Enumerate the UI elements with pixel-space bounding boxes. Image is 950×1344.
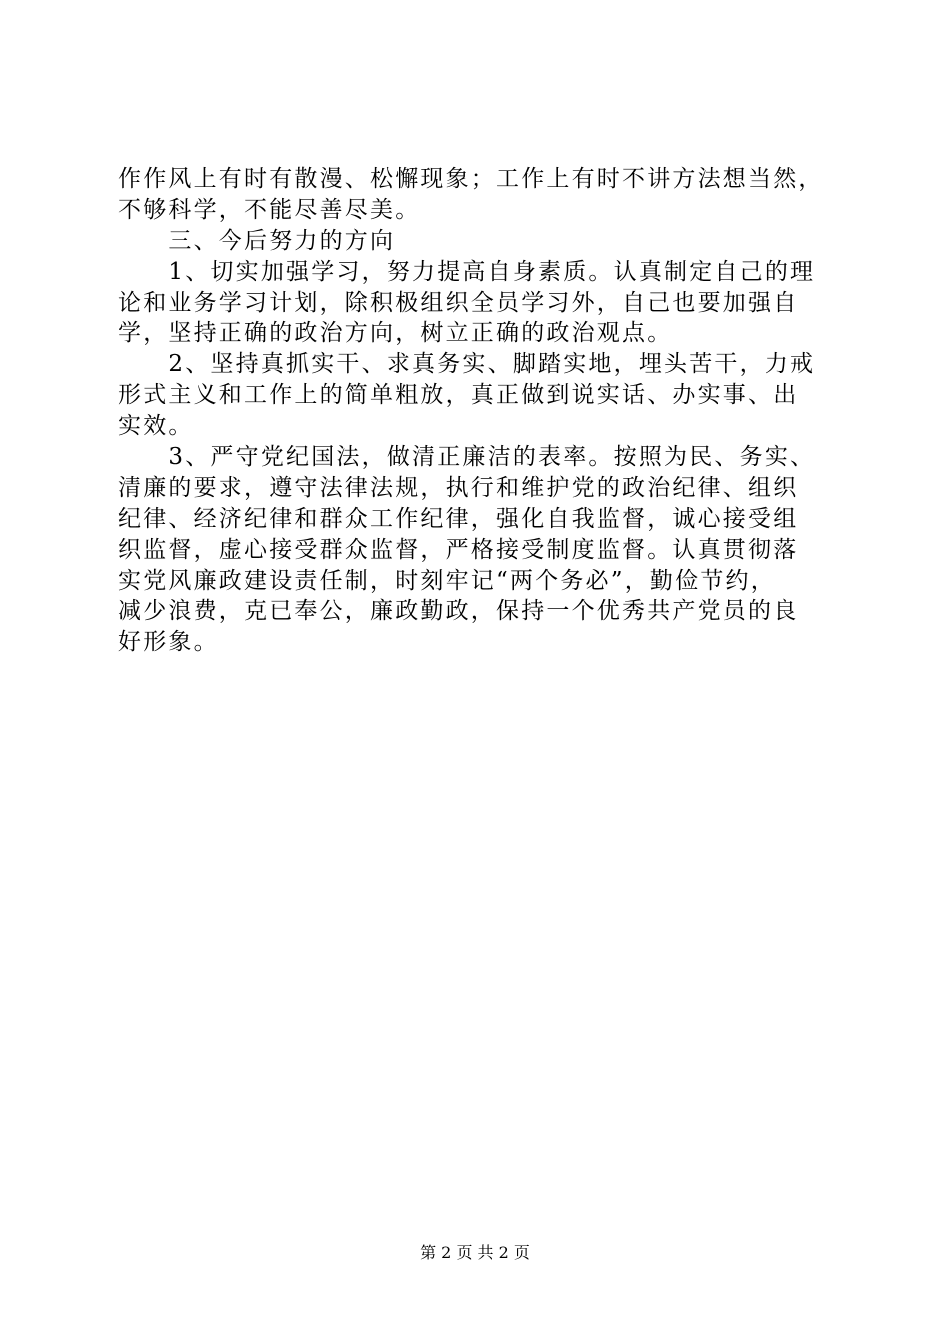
page-number-footer: 第 2 页 共 2 页 [420, 1243, 530, 1262]
text-line: 学，坚持正确的政治方向，树立正确的政治观点。 [118, 320, 673, 347]
section-heading: 三、今后努力的方向 [118, 227, 396, 254]
text-line: 不够科学，不能尽善尽美。 [118, 196, 421, 223]
document-body [118, 164, 838, 658]
text-line: 实党风廉政建设责任制，时刻牢记“两个务必”，勤俭节约， [118, 567, 776, 594]
text-line: 作作风上有时有散漫、松懈现象；工作上有时不讲方法想当然， [118, 166, 824, 192]
text-line: 2、坚持真抓实干、求真务实、脚踏实地，埋头苦干，力戒 [118, 351, 816, 378]
text-line: 1、切实加强学习，努力提高自身素质。认真制定自己的理 [118, 258, 816, 285]
text-line: 形式主义和工作上的简单粗放，真正做到说实话、办实事、出 [118, 382, 799, 409]
text-line: 减少浪费，克已奉公，廉政勤政，保持一个优秀共产党员的良 [118, 598, 799, 625]
text-line: 好形象。 [118, 629, 219, 656]
text-line: 实效。 [118, 413, 194, 440]
text-line: 论和业务学习计划，除积极组织全员学习外，自己也要加强自 [118, 289, 799, 316]
text-line: 3、严守党纪国法，做清正廉洁的表率。按照为民、务实、 [118, 444, 816, 471]
text-line: 织监督，虚心接受群众监督，严格接受制度监督。认真贯彻落 [118, 536, 799, 563]
text-line: 纪律、经济纪律和群众工作纪律，强化自我监督，诚心接受组 [118, 505, 799, 532]
text-line: 清廉的要求，遵守法律法规，执行和维护党的政治纪律、组织 [118, 474, 799, 501]
